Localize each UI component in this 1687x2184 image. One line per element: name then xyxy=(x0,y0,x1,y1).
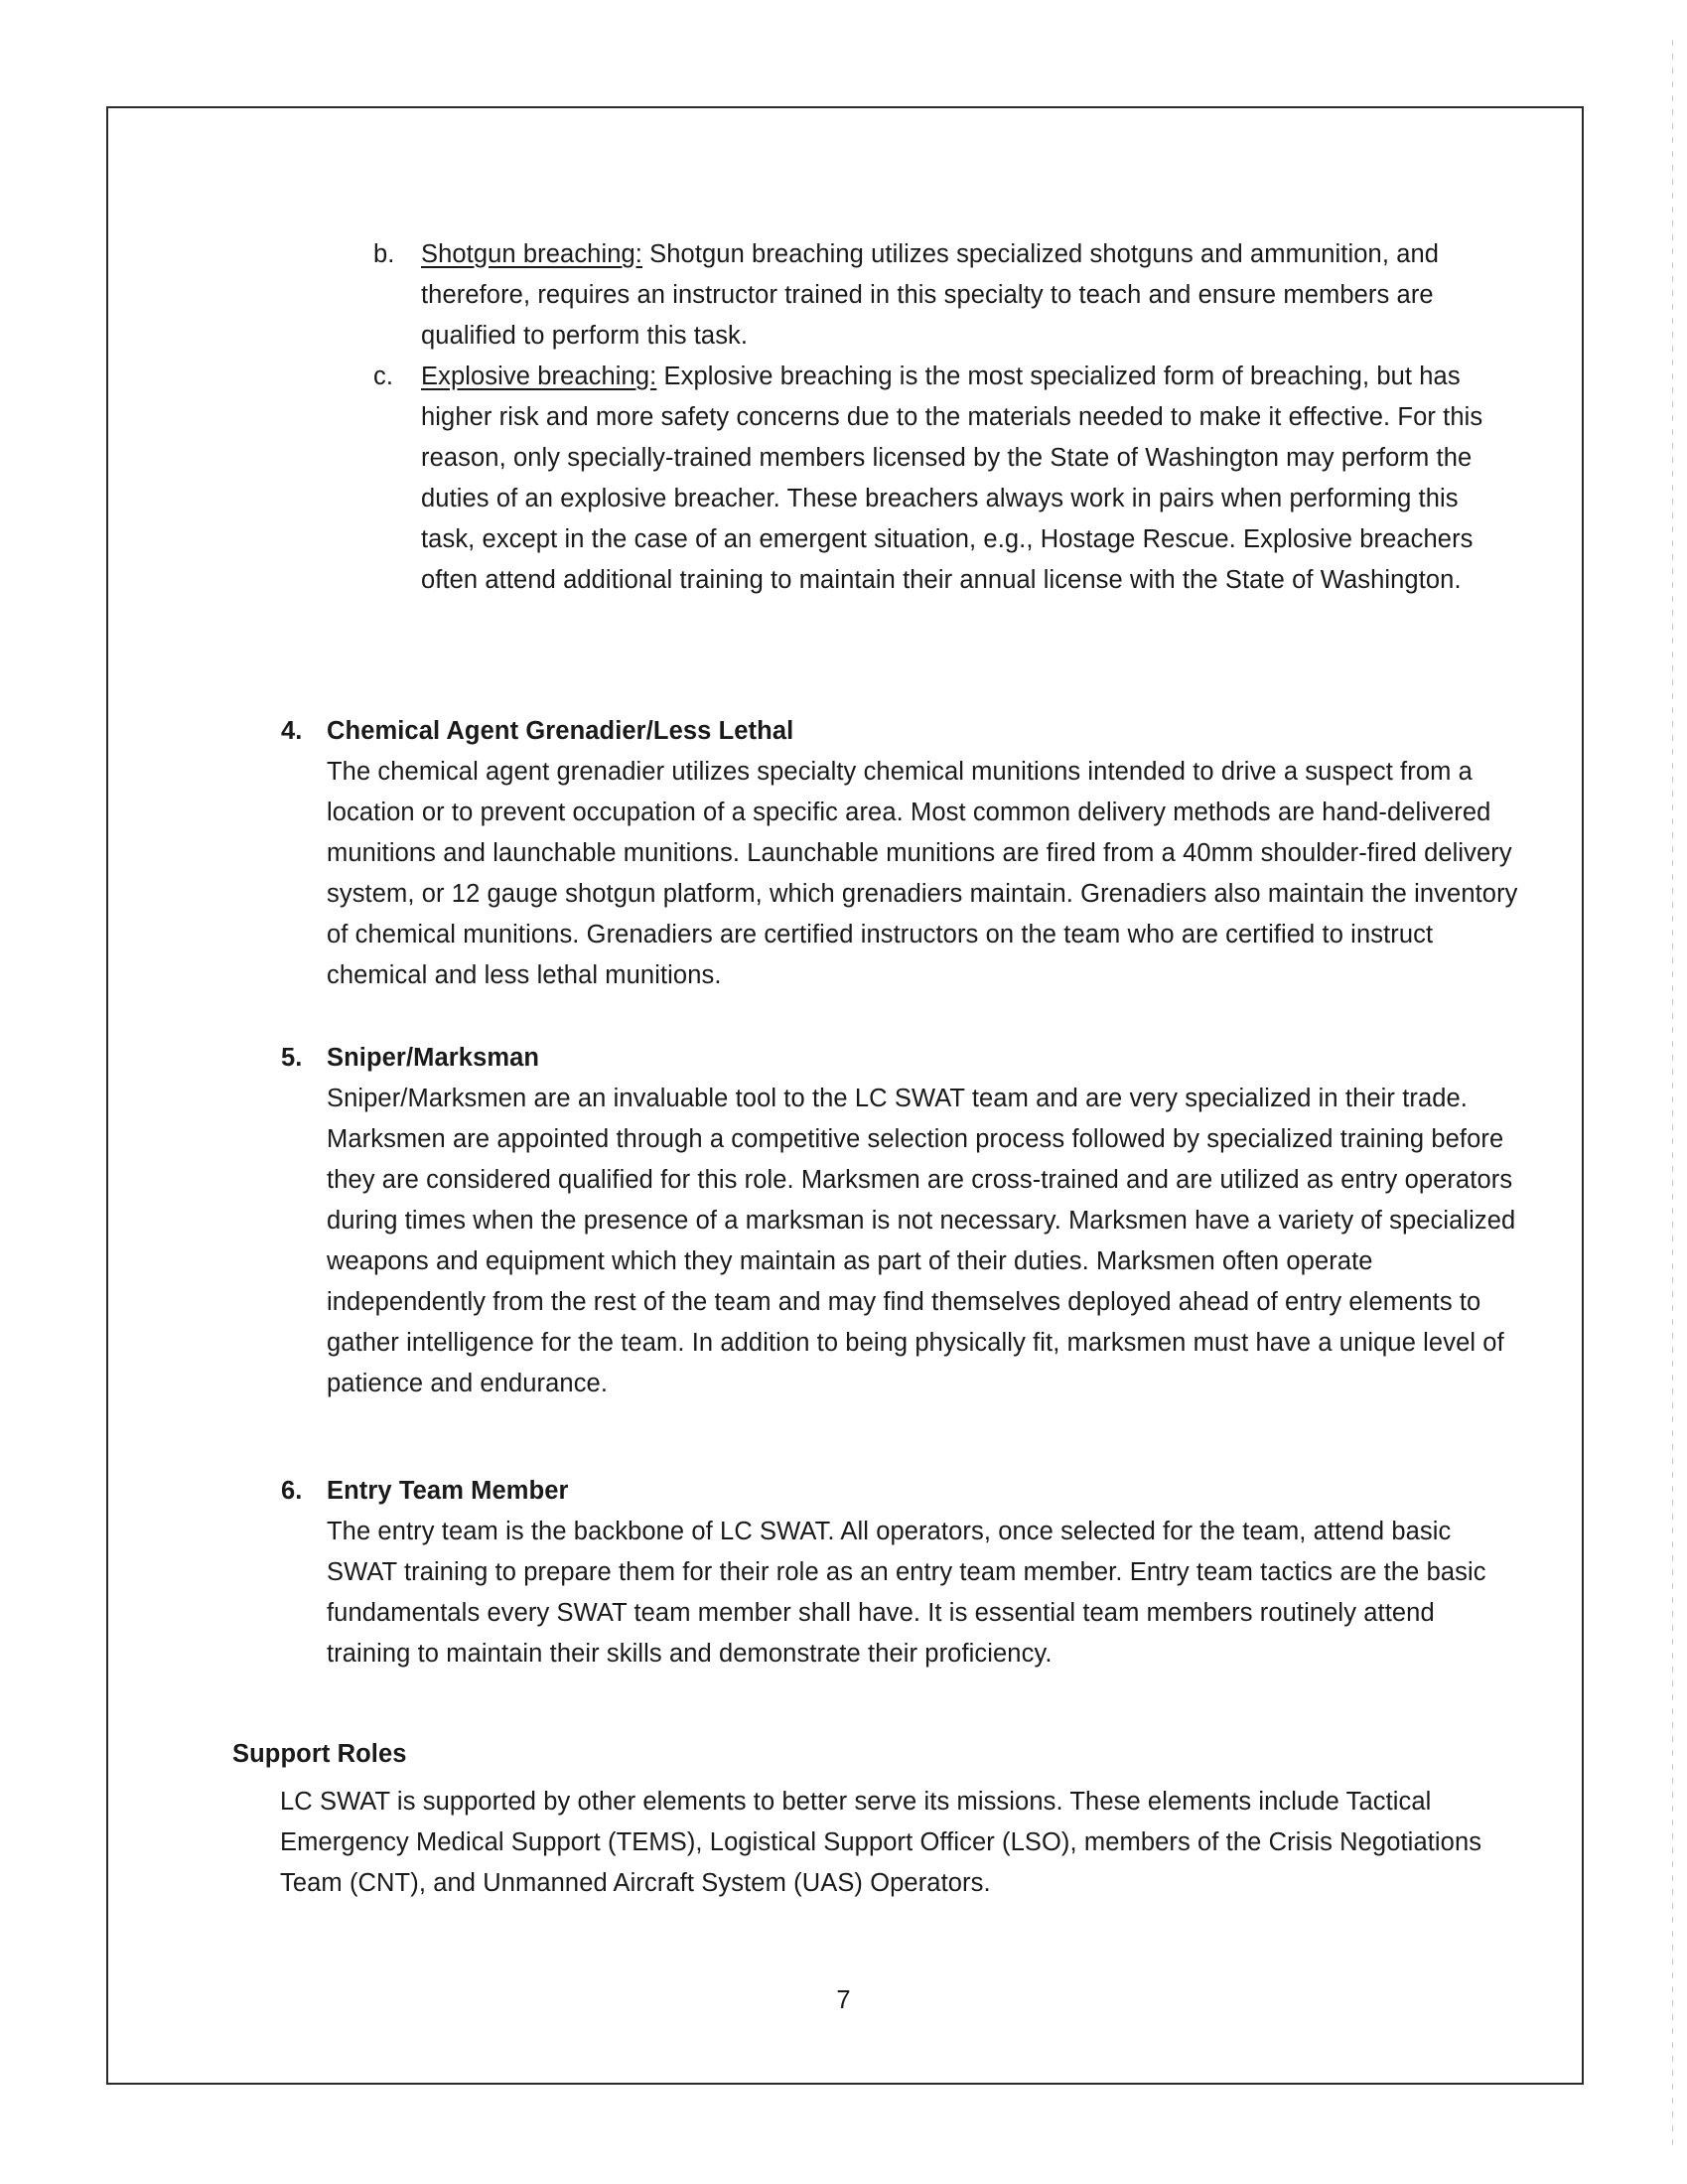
list-item-text: Shotgun breaching utilizes specialized shotguns and ammunition, and therefore, requires an instructor trained in this specialty to teach and ensure members are qualified to perform this task. xyxy=(421,240,1440,350)
section-grenadier xyxy=(281,711,1522,996)
section-paragraph: The entry team is the backbone of LC SWAT. All operators, once selected for the team, attend basic SWAT training to prepare them for their role as an entry team member. Entry team tactics are the basic fundamentals every SWAT team member shall have. It is essential team members routinely attend training to maintain their skills and demonstrate their proficiency. xyxy=(327,1518,1486,1668)
section-number: 4. xyxy=(281,717,303,745)
list-item-shotgun-breaching xyxy=(373,234,1515,357)
page-number: 7 xyxy=(836,1986,851,2014)
section-number: 5. xyxy=(281,1044,303,1072)
list-item-body xyxy=(421,234,1515,357)
section-heading: Sniper/Marksman xyxy=(327,1044,540,1072)
list-marker: c. xyxy=(373,363,394,390)
scan-edge-line xyxy=(1672,40,1673,2145)
list-item-term: Explosive breaching: xyxy=(421,363,657,390)
section-paragraph: The chemical agent grenadier utilizes specialty chemical munitions intended to drive a suspect from a location or to prevent occupation of a specific area. Most common delivery methods are hand-delivered munitions and launchable munitions. Launchable munitions are fired from a 40mm shoulder-fired delivery system, or 12 gauge shotgun platform, which grenadiers maintain. Grenadiers also maintain the inventory of chemical munitions. Grenadiers are certified instructors on the team who are certified to instruct chemical and less lethal munitions. xyxy=(327,758,1518,989)
section-heading: Entry Team Member xyxy=(327,1477,569,1505)
section-paragraph: Sniper/Marksmen are an invaluable tool to the LC SWAT team and are very specialized in their trade. Marksmen are appointed through a competitive selection process followed by specialized training before they are considered qualified for this role. Marksmen are cross-trained and are utilized as entry operators during times when the presence of a marksman is not necessary. Marksmen have a variety of specialized weapons and equipment which they maintain as part of their duties. Marksmen often operate independently from the rest of the team and may find themselves deployed ahead of entry elements to gather intelligence for the team. In addition to being physically fit, marksmen must have a unique level of patience and endurance. xyxy=(327,1085,1516,1397)
list-item-explosive-breaching xyxy=(373,357,1515,601)
support-roles-heading: Support Roles xyxy=(232,1740,407,1768)
support-roles-paragraph: LC SWAT is supported by other elements to better serve its missions. These elements include Tactical Emergency Medical Support (TEMS), Logistical Support Officer (LSO), members of the Crisis Negotiations Team (CNT), and Unmanned Aircraft System (UAS) Operators. xyxy=(280,1788,1482,1897)
section-entry-team xyxy=(281,1471,1522,1674)
section-sniper xyxy=(281,1038,1522,1404)
list-item-body xyxy=(421,357,1515,601)
section-number: 6. xyxy=(281,1477,303,1505)
list-marker: b. xyxy=(373,240,395,268)
section-heading: Chemical Agent Grenadier/Less Lethal xyxy=(327,717,794,745)
list-item-term: Shotgun breaching: xyxy=(421,240,642,268)
list-item-text: Explosive breaching is the most specialized form of breaching, but has higher risk and more safety concerns due to the materials needed to make it effective. For this reason, only specially-trained members licensed by the State of Washington may perform the duties of an explosive breacher. These breachers always work in pairs when performing this task, except in the case of an emergent situation, e.g., Hostage Rescue. Explosive breachers often attend additional training to maintain their annual license with the State of Washington. xyxy=(421,363,1483,594)
